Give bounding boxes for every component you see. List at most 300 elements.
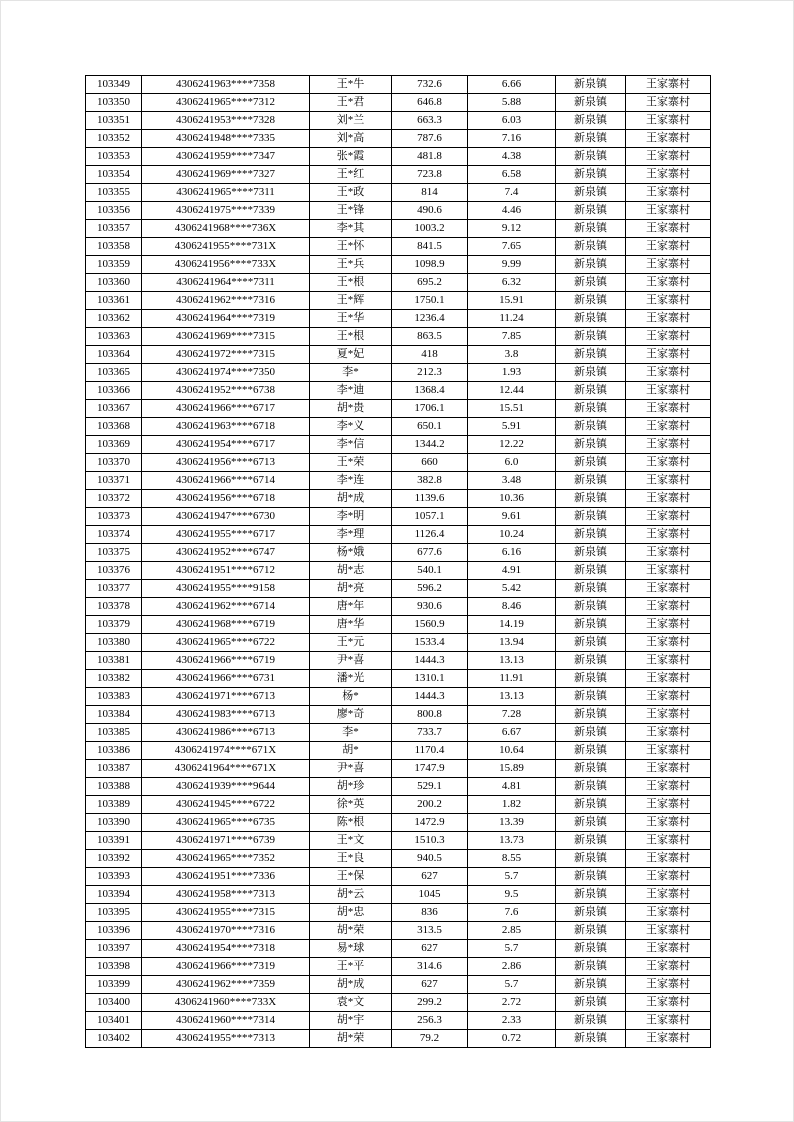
cell-rate: 5.42 [468,580,556,598]
cell-seq: 103376 [86,562,142,580]
cell-village: 王家寨村 [626,328,711,346]
cell-amount: 1003.2 [392,220,468,238]
cell-id_number: 4306241975****7339 [142,202,310,220]
cell-id_number: 4306241955****6717 [142,526,310,544]
cell-amount: 814 [392,184,468,202]
table-row [86,814,711,832]
cell-amount: 695.2 [392,274,468,292]
cell-id_number: 4306241965****7311 [142,184,310,202]
cell-name: 胡*成 [310,976,392,994]
cell-id_number: 4306241956****733X [142,256,310,274]
cell-id_number: 4306241986****6713 [142,724,310,742]
cell-rate: 9.61 [468,508,556,526]
cell-seq: 103384 [86,706,142,724]
cell-town: 新泉镇 [556,472,626,490]
cell-name: 潘*光 [310,670,392,688]
cell-rate: 13.39 [468,814,556,832]
cell-name: 王*文 [310,832,392,850]
cell-amount: 1236.4 [392,310,468,328]
cell-seq: 103365 [86,364,142,382]
cell-seq: 103369 [86,436,142,454]
cell-name: 尹*喜 [310,652,392,670]
table-row [86,76,711,94]
cell-town: 新泉镇 [556,112,626,130]
cell-village: 王家寨村 [626,688,711,706]
cell-town: 新泉镇 [556,274,626,292]
table-row [86,760,711,778]
cell-amount: 1472.9 [392,814,468,832]
cell-id_number: 4306241966****6719 [142,652,310,670]
cell-amount: 841.5 [392,238,468,256]
cell-seq: 103388 [86,778,142,796]
cell-id_number: 4306241951****6712 [142,562,310,580]
cell-village: 王家寨村 [626,598,711,616]
cell-amount: 650.1 [392,418,468,436]
cell-rate: 2.86 [468,958,556,976]
cell-town: 新泉镇 [556,1030,626,1048]
cell-village: 王家寨村 [626,238,711,256]
cell-seq: 103364 [86,346,142,364]
table-row [86,310,711,328]
cell-seq: 103353 [86,148,142,166]
cell-name: 李*其 [310,220,392,238]
cell-name: 李*连 [310,472,392,490]
cell-name: 胡*成 [310,490,392,508]
table-row [86,832,711,850]
cell-amount: 836 [392,904,468,922]
cell-seq: 103372 [86,490,142,508]
cell-name: 王*君 [310,94,392,112]
cell-amount: 1098.9 [392,256,468,274]
cell-amount: 732.6 [392,76,468,94]
cell-village: 王家寨村 [626,580,711,598]
cell-town: 新泉镇 [556,166,626,184]
cell-town: 新泉镇 [556,346,626,364]
cell-village: 王家寨村 [626,526,711,544]
cell-village: 王家寨村 [626,508,711,526]
cell-rate: 6.0 [468,454,556,472]
cell-name: 张*霞 [310,148,392,166]
cell-village: 王家寨村 [626,454,711,472]
cell-amount: 1368.4 [392,382,468,400]
cell-village: 王家寨村 [626,868,711,886]
cell-town: 新泉镇 [556,868,626,886]
cell-rate: 7.16 [468,130,556,148]
cell-amount: 787.6 [392,130,468,148]
cell-amount: 863.5 [392,328,468,346]
cell-village: 王家寨村 [626,994,711,1012]
table-row [86,1012,711,1030]
cell-rate: 9.12 [468,220,556,238]
cell-name: 唐*华 [310,616,392,634]
cell-amount: 1444.3 [392,652,468,670]
cell-town: 新泉镇 [556,364,626,382]
cell-id_number: 4306241966****7319 [142,958,310,976]
cell-amount: 1126.4 [392,526,468,544]
cell-name: 李* [310,724,392,742]
cell-name: 杨* [310,688,392,706]
table-row [86,166,711,184]
cell-town: 新泉镇 [556,382,626,400]
cell-town: 新泉镇 [556,994,626,1012]
table-row [86,922,711,940]
cell-amount: 733.7 [392,724,468,742]
cell-town: 新泉镇 [556,886,626,904]
table-row [86,346,711,364]
cell-name: 易*球 [310,940,392,958]
cell-id_number: 4306241965****6735 [142,814,310,832]
cell-rate: 5.91 [468,418,556,436]
cell-id_number: 4306241960****7314 [142,1012,310,1030]
cell-village: 王家寨村 [626,724,711,742]
cell-name: 王*华 [310,310,392,328]
cell-rate: 13.73 [468,832,556,850]
cell-amount: 1344.2 [392,436,468,454]
cell-name: 王*根 [310,328,392,346]
cell-id_number: 4306241956****6718 [142,490,310,508]
cell-town: 新泉镇 [556,616,626,634]
cell-rate: 13.94 [468,634,556,652]
cell-name: 胡*志 [310,562,392,580]
cell-seq: 103371 [86,472,142,490]
cell-town: 新泉镇 [556,454,626,472]
cell-seq: 103358 [86,238,142,256]
cell-id_number: 4306241955****7313 [142,1030,310,1048]
cell-name: 胡*宇 [310,1012,392,1030]
cell-seq: 103387 [86,760,142,778]
cell-amount: 256.3 [392,1012,468,1030]
cell-town: 新泉镇 [556,778,626,796]
table-row [86,112,711,130]
table-row [86,202,711,220]
cell-seq: 103401 [86,1012,142,1030]
cell-amount: 663.3 [392,112,468,130]
cell-village: 王家寨村 [626,562,711,580]
cell-rate: 15.91 [468,292,556,310]
cell-rate: 12.44 [468,382,556,400]
cell-village: 王家寨村 [626,292,711,310]
cell-seq: 103363 [86,328,142,346]
cell-id_number: 4306241965****7352 [142,850,310,868]
cell-amount: 627 [392,940,468,958]
cell-town: 新泉镇 [556,688,626,706]
cell-town: 新泉镇 [556,724,626,742]
cell-rate: 1.93 [468,364,556,382]
cell-seq: 103370 [86,454,142,472]
cell-rate: 14.19 [468,616,556,634]
cell-amount: 677.6 [392,544,468,562]
cell-town: 新泉镇 [556,184,626,202]
cell-id_number: 4306241966****6731 [142,670,310,688]
table-row [86,490,711,508]
table-row [86,958,711,976]
cell-rate: 6.58 [468,166,556,184]
table-row [86,400,711,418]
cell-seq: 103399 [86,976,142,994]
cell-name: 王*政 [310,184,392,202]
cell-village: 王家寨村 [626,652,711,670]
cell-seq: 103362 [86,310,142,328]
cell-village: 王家寨村 [626,436,711,454]
cell-seq: 103389 [86,796,142,814]
table-row [86,238,711,256]
cell-rate: 8.46 [468,598,556,616]
cell-amount: 382.8 [392,472,468,490]
cell-rate: 13.13 [468,688,556,706]
cell-town: 新泉镇 [556,418,626,436]
cell-name: 王*红 [310,166,392,184]
cell-village: 王家寨村 [626,544,711,562]
table-row [86,1030,711,1048]
cell-village: 王家寨村 [626,76,711,94]
cell-village: 王家寨村 [626,148,711,166]
cell-rate: 11.24 [468,310,556,328]
cell-name: 王*根 [310,274,392,292]
cell-rate: 7.28 [468,706,556,724]
table-row [86,544,711,562]
cell-rate: 2.85 [468,922,556,940]
cell-name: 胡*荣 [310,1030,392,1048]
cell-rate: 6.67 [468,724,556,742]
cell-amount: 540.1 [392,562,468,580]
table-row [86,634,711,652]
cell-village: 王家寨村 [626,400,711,418]
cell-town: 新泉镇 [556,706,626,724]
cell-rate: 0.72 [468,1030,556,1048]
cell-amount: 1750.1 [392,292,468,310]
cell-seq: 103349 [86,76,142,94]
cell-village: 王家寨村 [626,778,711,796]
cell-name: 李*迪 [310,382,392,400]
cell-id_number: 4306241970****7316 [142,922,310,940]
cell-name: 胡*云 [310,886,392,904]
cell-id_number: 4306241962****6714 [142,598,310,616]
cell-village: 王家寨村 [626,472,711,490]
table-row [86,292,711,310]
table-row [86,850,711,868]
cell-amount: 1510.3 [392,832,468,850]
cell-id_number: 4306241964****7319 [142,310,310,328]
cell-seq: 103390 [86,814,142,832]
cell-id_number: 4306241968****736X [142,220,310,238]
cell-seq: 103395 [86,904,142,922]
cell-amount: 481.8 [392,148,468,166]
cell-town: 新泉镇 [556,544,626,562]
cell-town: 新泉镇 [556,328,626,346]
table-row [86,274,711,292]
table-row [86,724,711,742]
cell-id_number: 4306241964****7311 [142,274,310,292]
cell-name: 杨*娥 [310,544,392,562]
cell-seq: 103383 [86,688,142,706]
table-row [86,94,711,112]
cell-name: 胡* [310,742,392,760]
cell-seq: 103357 [86,220,142,238]
cell-amount: 660 [392,454,468,472]
cell-rate: 1.82 [468,796,556,814]
cell-town: 新泉镇 [556,94,626,112]
cell-rate: 4.46 [468,202,556,220]
cell-seq: 103368 [86,418,142,436]
cell-id_number: 4306241974****7350 [142,364,310,382]
cell-seq: 103394 [86,886,142,904]
cell-rate: 13.13 [468,652,556,670]
cell-amount: 723.8 [392,166,468,184]
cell-town: 新泉镇 [556,796,626,814]
cell-seq: 103360 [86,274,142,292]
cell-village: 王家寨村 [626,1030,711,1048]
cell-id_number: 4306241969****7315 [142,328,310,346]
cell-seq: 103355 [86,184,142,202]
table-row [86,130,711,148]
cell-amount: 1444.3 [392,688,468,706]
table-row [86,976,711,994]
table-row [86,994,711,1012]
cell-village: 王家寨村 [626,958,711,976]
cell-id_number: 4306241954****7318 [142,940,310,958]
cell-name: 尹*喜 [310,760,392,778]
cell-id_number: 4306241959****7347 [142,148,310,166]
cell-village: 王家寨村 [626,94,711,112]
cell-town: 新泉镇 [556,904,626,922]
cell-name: 夏*妃 [310,346,392,364]
cell-name: 袁*文 [310,994,392,1012]
cell-id_number: 4306241963****6718 [142,418,310,436]
cell-village: 王家寨村 [626,940,711,958]
cell-village: 王家寨村 [626,886,711,904]
cell-town: 新泉镇 [556,148,626,166]
cell-village: 王家寨村 [626,742,711,760]
cell-village: 王家寨村 [626,220,711,238]
table-row [86,382,711,400]
cell-name: 王*良 [310,850,392,868]
table-row [86,940,711,958]
cell-amount: 418 [392,346,468,364]
table-row [86,616,711,634]
cell-id_number: 4306241963****7358 [142,76,310,94]
cell-rate: 15.51 [468,400,556,418]
cell-name: 廖*奇 [310,706,392,724]
cell-name: 刘*兰 [310,112,392,130]
table-row [86,886,711,904]
cell-id_number: 4306241972****7315 [142,346,310,364]
cell-name: 李* [310,364,392,382]
cell-id_number: 4306241968****6719 [142,616,310,634]
table-row [86,706,711,724]
cell-name: 胡*贵 [310,400,392,418]
cell-seq: 103385 [86,724,142,742]
cell-amount: 1747.9 [392,760,468,778]
cell-id_number: 4306241964****671X [142,760,310,778]
cell-id_number: 4306241983****6713 [142,706,310,724]
cell-village: 王家寨村 [626,706,711,724]
table-row [86,868,711,886]
table-row [86,454,711,472]
cell-seq: 103375 [86,544,142,562]
cell-id_number: 4306241955****9158 [142,580,310,598]
cell-rate: 6.32 [468,274,556,292]
cell-town: 新泉镇 [556,238,626,256]
cell-town: 新泉镇 [556,976,626,994]
cell-town: 新泉镇 [556,130,626,148]
cell-id_number: 4306241956****6713 [142,454,310,472]
cell-village: 王家寨村 [626,382,711,400]
cell-seq: 103350 [86,94,142,112]
cell-name: 胡*荣 [310,922,392,940]
cell-rate: 5.7 [468,940,556,958]
cell-rate: 10.24 [468,526,556,544]
cell-amount: 313.5 [392,922,468,940]
table-row [86,688,711,706]
table-row [86,904,711,922]
cell-seq: 103386 [86,742,142,760]
table-row [86,184,711,202]
table-row [86,580,711,598]
cell-seq: 103393 [86,868,142,886]
cell-id_number: 4306241945****6722 [142,796,310,814]
cell-seq: 103379 [86,616,142,634]
cell-seq: 103398 [86,958,142,976]
cell-seq: 103361 [86,292,142,310]
table-row [86,742,711,760]
cell-seq: 103382 [86,670,142,688]
cell-name: 陈*根 [310,814,392,832]
cell-seq: 103397 [86,940,142,958]
cell-village: 王家寨村 [626,346,711,364]
cell-amount: 800.8 [392,706,468,724]
cell-amount: 1170.4 [392,742,468,760]
cell-town: 新泉镇 [556,742,626,760]
cell-id_number: 4306241954****6717 [142,436,310,454]
cell-name: 王*保 [310,868,392,886]
cell-id_number: 4306241962****7359 [142,976,310,994]
cell-id_number: 4306241947****6730 [142,508,310,526]
cell-amount: 529.1 [392,778,468,796]
cell-amount: 490.6 [392,202,468,220]
cell-name: 刘*高 [310,130,392,148]
cell-seq: 103373 [86,508,142,526]
cell-name: 王*怀 [310,238,392,256]
cell-rate: 4.81 [468,778,556,796]
cell-id_number: 4306241939****9644 [142,778,310,796]
cell-name: 李*理 [310,526,392,544]
cell-seq: 103380 [86,634,142,652]
table-row [86,472,711,490]
cell-town: 新泉镇 [556,760,626,778]
cell-village: 王家寨村 [626,274,711,292]
cell-id_number: 4306241952****6747 [142,544,310,562]
cell-town: 新泉镇 [556,652,626,670]
cell-id_number: 4306241966****6714 [142,472,310,490]
cell-town: 新泉镇 [556,220,626,238]
table-body [86,76,711,1048]
cell-rate: 5.7 [468,976,556,994]
cell-rate: 2.33 [468,1012,556,1030]
cell-amount: 200.2 [392,796,468,814]
cell-village: 王家寨村 [626,130,711,148]
cell-amount: 940.5 [392,850,468,868]
table-row [86,796,711,814]
cell-seq: 103374 [86,526,142,544]
records-table [85,75,711,1048]
cell-town: 新泉镇 [556,256,626,274]
cell-town: 新泉镇 [556,814,626,832]
cell-village: 王家寨村 [626,202,711,220]
cell-seq: 103351 [86,112,142,130]
cell-amount: 1057.1 [392,508,468,526]
cell-id_number: 4306241952****6738 [142,382,310,400]
cell-seq: 103354 [86,166,142,184]
